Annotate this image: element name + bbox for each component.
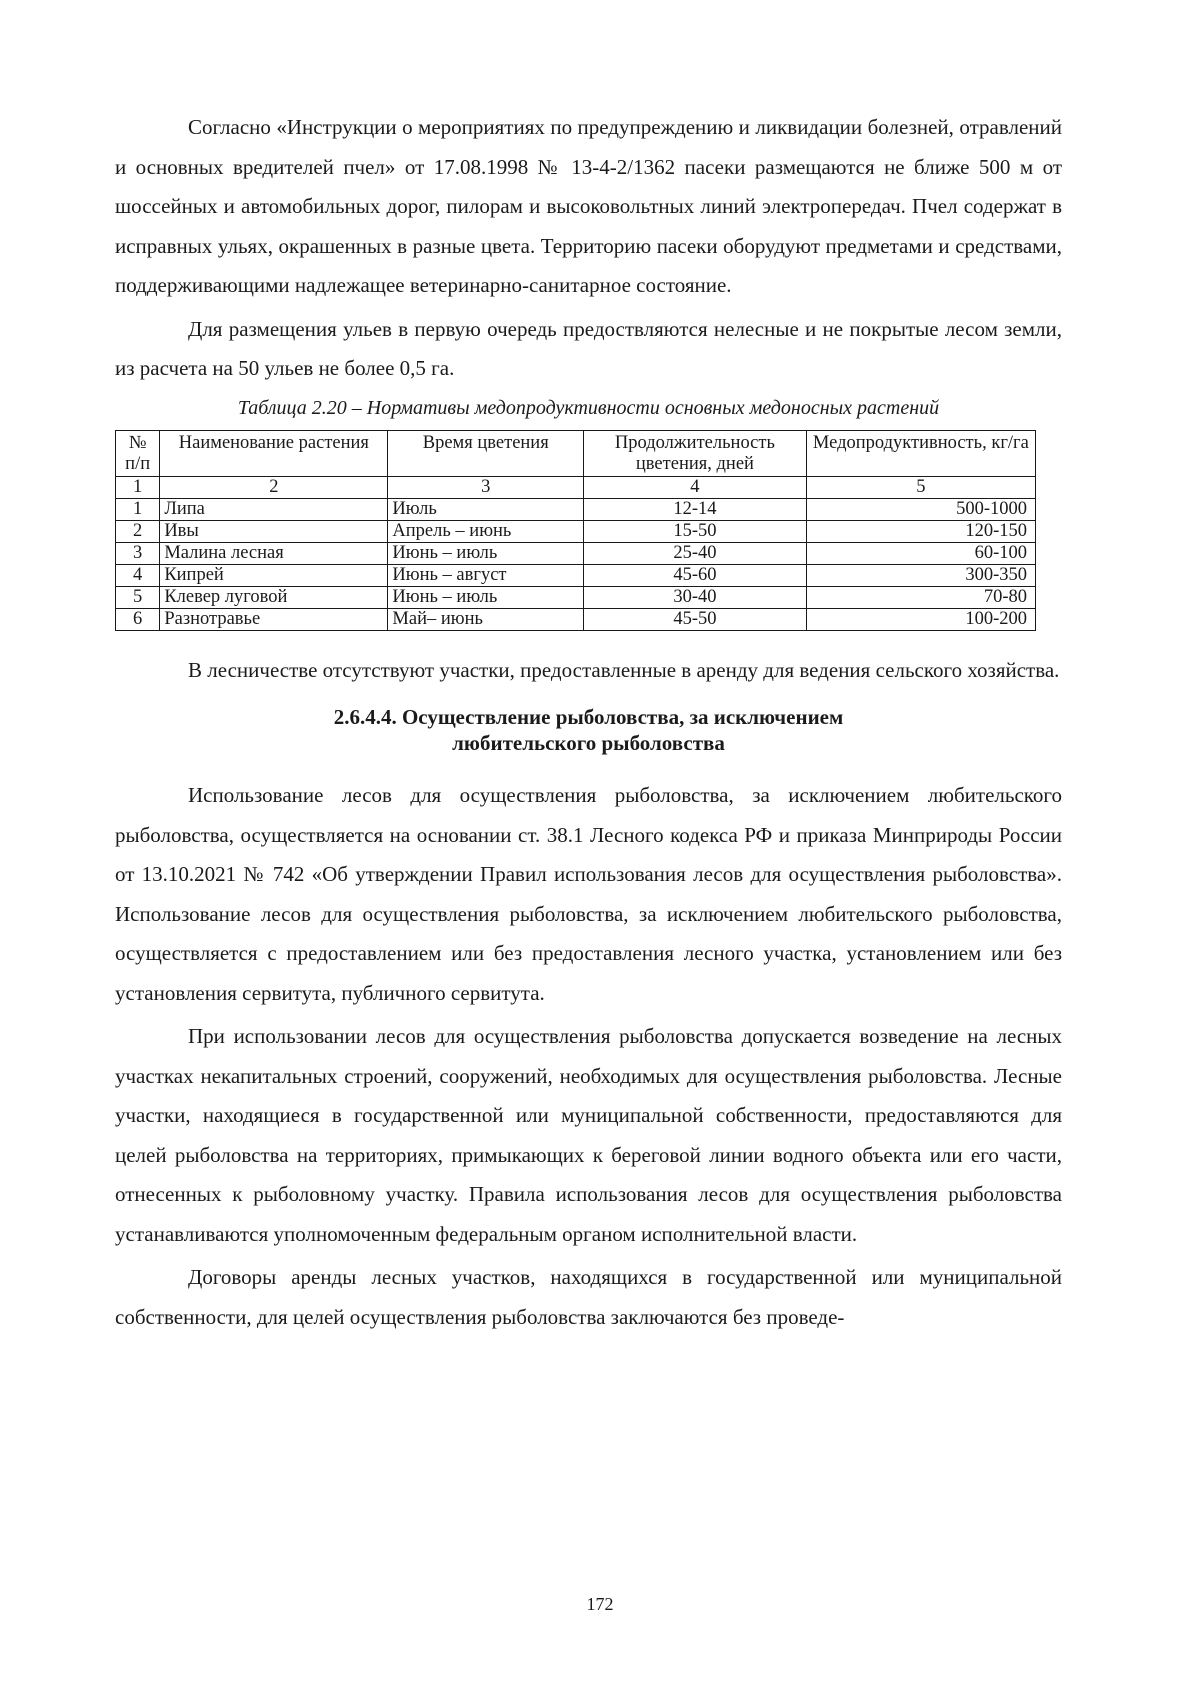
honey-productivity: 120-150 [806, 520, 1035, 542]
plant-name: Малина лесная [160, 542, 388, 564]
paragraph: Для размещения ульев в первую очередь предоствляются нелесные и не покрытые лесом земли, из расчета на 50 ульев не более 0,5 га. [115, 316, 1062, 380]
honey-productivity: 500-1000 [806, 498, 1035, 520]
bloom-time: Апрель – июнь [388, 520, 584, 542]
bloom-duration: 45-50 [584, 608, 807, 630]
table-row [116, 608, 1036, 630]
bloom-duration: 12-14 [584, 498, 807, 520]
table-caption: Таблица 2.20 – Нормативы медопродуктивности основных медоносных растений [237, 396, 940, 419]
header-cell: Продолжительность цветения, дней [584, 430, 807, 476]
plant-name: Кипрей [160, 564, 388, 586]
table-row [116, 498, 1036, 520]
table-row [116, 564, 1036, 586]
bloom-duration: 30-40 [584, 586, 807, 608]
row-number: 2 [116, 520, 160, 542]
plant-name: Ивы [160, 520, 388, 542]
row-number: 6 [116, 608, 160, 630]
column-number: 1 [116, 476, 160, 498]
honey-productivity: 70-80 [806, 586, 1035, 608]
section-heading-line: 2.6.4.4. Осуществление рыболовства, за исключением [333, 705, 844, 729]
plant-name: Липа [160, 498, 388, 520]
honey-productivity: 100-200 [806, 608, 1035, 630]
table-header-row [116, 430, 1036, 476]
honey-productivity-table [115, 430, 1036, 631]
plant-name: Клевер луговой [160, 586, 388, 608]
paragraph: Использование лесов для осуществления рыболовства, за исключением любительского рыболовства, осуществляется на основании ст. 38.1 Лесного кодекса РФ и приказа Минприроды России от 13.10.2021 № 742 «Об утверждении Правил использования лесов для осуществления рыболовства». Использование лесов для осуществления рыболовства, за исключением любительского рыболовства, осуществляется с предоставлением или без предоставления лесного участка, установлением или без установления сервитута, публичного сервитута. [115, 783, 1062, 1005]
row-number: 4 [116, 564, 160, 586]
column-number: 5 [806, 476, 1035, 498]
table-row [116, 542, 1036, 564]
row-number: 5 [116, 586, 160, 608]
row-number: 3 [116, 542, 160, 564]
header-cell: № п/п [116, 430, 160, 476]
table-row [116, 520, 1036, 542]
bloom-time: Май– июнь [388, 608, 584, 630]
table-row [116, 586, 1036, 608]
row-number: 1 [116, 498, 160, 520]
paragraph: Согласно «Инструкции о мероприятиях по предупреждению и ликвидации болезней, отравлений и основных вредителей пчел» от 17.08.1998 № 13-4-2/1362 пасеки размещаются не ближе 500 м от шоссейных и автомобильных дорог, пилорам и высоковольтных линий электропередач. Пчел содержат в исправных ульях, окрашенных в разные цвета. Территорию пасеки оборудуют предметами и средствами, поддерживающими надлежащее ветеринарно-санитарное состояние. [115, 115, 1062, 297]
plant-name: Разнотравье [160, 608, 388, 630]
bloom-duration: 45-60 [584, 564, 807, 586]
section-heading-line: любительского рыболовства [452, 731, 725, 755]
paragraph: В лесничестве отсутствуют участки, предоставленные в аренду для ведения сельского хозяйства. [188, 657, 1060, 682]
bloom-time: Июнь – август [388, 564, 584, 586]
honey-productivity: 300-350 [806, 564, 1035, 586]
bloom-duration: 25-40 [584, 542, 807, 564]
bloom-time: Июнь – июль [388, 586, 584, 608]
honey-productivity: 60-100 [806, 542, 1035, 564]
page-body [115, 108, 1062, 1337]
column-number: 4 [584, 476, 807, 498]
column-number-row [116, 476, 1036, 498]
bloom-duration: 15-50 [584, 520, 807, 542]
header-cell: Время цветения [388, 430, 584, 476]
paragraph: Договоры аренды лесных участков, находящихся в государственной или муниципальной собственности, для целей осуществления рыболовства заключаются без проведе- [115, 1265, 1062, 1329]
page-number: 172 [586, 1594, 614, 1614]
header-cell: Наименование растения [160, 430, 388, 476]
section-heading [115, 690, 1062, 776]
header-cell: Медопродуктивность, кг/га [806, 430, 1035, 476]
bloom-time: Июль [388, 498, 584, 520]
column-number: 2 [160, 476, 388, 498]
bloom-time: Июнь – июль [388, 542, 584, 564]
column-number: 3 [388, 476, 584, 498]
paragraph: При использовании лесов для осуществления рыболовства допускается возведение на лесных участках некапитальных строений, сооружений, необходимых для осуществления рыболовства. Лесные участки, находящиеся в государственной или муниципальной собственности, предоставляются для целей рыболовства на территориях, примыкающих к береговой линии водного объекта или его части, отнесенных к рыболовному участку. Правила использования лесов для осуществления рыболовства устанавливаются уполномоченным федеральным органом исполнительной власти. [115, 1024, 1062, 1246]
